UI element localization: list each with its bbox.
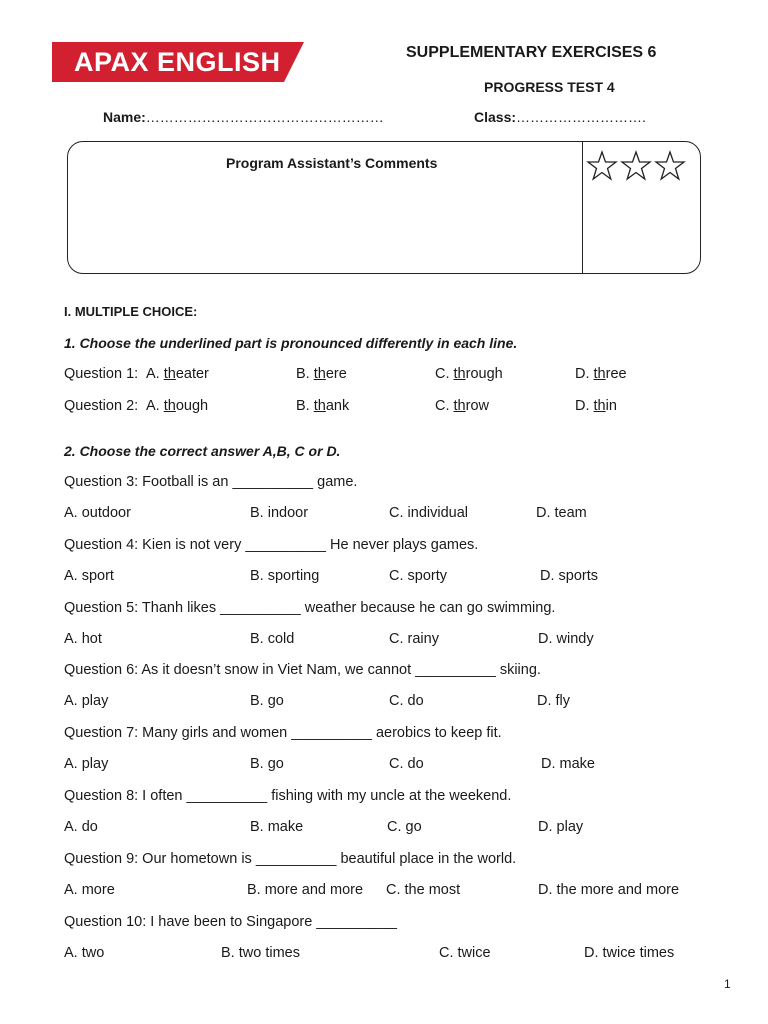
question-text: Question 3: Football is an __________ game. (64, 474, 358, 490)
question-text: Question 10: I have been to Singapore __________ (64, 914, 397, 930)
page-number: 1 (724, 977, 731, 991)
answer-option[interactable]: A. more (64, 882, 115, 898)
answer-option[interactable]: D. windy (538, 631, 594, 647)
answer-option[interactable]: D. sports (540, 568, 599, 584)
comment-title: Program Assistant’s Comments (226, 155, 438, 171)
answer-option[interactable]: B. indoor (250, 505, 309, 521)
answer-option[interactable]: A. sport (64, 568, 114, 584)
star-outline-icon[interactable] (620, 150, 652, 182)
answer-option[interactable]: C. go (387, 819, 422, 835)
answer-option[interactable]: B. there (296, 366, 347, 382)
answer-option[interactable]: B. two times (221, 945, 300, 961)
question-text: Question 7: Many girls and women __________ aerobics to keep fit. (64, 725, 502, 741)
question-text: Question 6: As it doesn’t snow in Viet Nam, we cannot __________ skiing. (64, 662, 541, 678)
answer-option[interactable]: D. thin (575, 398, 617, 414)
answer-option[interactable]: A. hot (64, 631, 102, 647)
name-label: Name: (103, 109, 146, 125)
question-text: Question 5: Thanh likes __________ weather because he can go swimming. (64, 600, 556, 616)
class-field[interactable] (474, 109, 646, 125)
answer-option[interactable]: A. two (64, 945, 105, 961)
answer-option[interactable]: A. though (146, 398, 209, 414)
answer-option[interactable]: A. play (64, 693, 109, 709)
answer-option[interactable]: C. sporty (389, 568, 448, 584)
star-outline-icon[interactable] (586, 150, 618, 182)
answer-option[interactable]: D. three (575, 366, 627, 382)
comment-divider (582, 142, 583, 273)
answer-option[interactable]: C. do (389, 693, 424, 709)
brand-logo (52, 42, 304, 82)
answer-option[interactable]: C. twice (439, 945, 491, 961)
answer-option[interactable]: D. the more and more (538, 882, 680, 898)
answer-option[interactable]: B. cold (250, 631, 295, 647)
instruction-part1: 1. Choose the underlined part is pronounced differently in each line. (64, 335, 518, 351)
page-title: SUPPLEMENTARY EXERCISES 6 (406, 44, 657, 61)
answer-option[interactable]: A. theater (146, 366, 209, 382)
answer-option[interactable]: D. twice times (584, 945, 675, 961)
answer-option[interactable]: D. fly (537, 693, 571, 709)
question-text: Question 9: Our hometown is __________ beautiful place in the world. (64, 851, 517, 867)
question-text: Question 8: I often __________ fishing with my uncle at the weekend. (64, 788, 512, 804)
comment-box (67, 141, 701, 274)
answer-option[interactable]: B. sporting (250, 568, 320, 584)
question-label: Question 2: (64, 398, 139, 414)
answer-option[interactable]: A. outdoor (64, 505, 131, 521)
brand-name: APAX ENGLISH (74, 47, 281, 77)
name-field[interactable] (103, 109, 384, 125)
class-label: Class: (474, 109, 517, 125)
name-dots: …………………………………………… (145, 109, 384, 125)
answer-option[interactable]: B. more and more (247, 882, 364, 898)
question-label: Question 1: (64, 366, 139, 382)
answer-option[interactable]: C. through (435, 366, 503, 382)
answer-option[interactable]: B. go (250, 693, 284, 709)
answer-option[interactable]: D. team (536, 505, 587, 521)
answer-option[interactable]: A. play (64, 756, 109, 772)
answer-option[interactable]: C. do (389, 756, 424, 772)
answer-option[interactable]: C. the most (386, 882, 461, 898)
answer-option[interactable]: B. thank (296, 398, 350, 414)
answer-option[interactable]: B. make (250, 819, 304, 835)
answer-option[interactable]: A. do (64, 819, 98, 835)
answer-option[interactable]: C. throw (435, 398, 489, 414)
section-heading: I. MULTIPLE CHOICE: (64, 304, 198, 319)
answer-option[interactable]: D. make (541, 756, 595, 772)
question-text: Question 4: Kien is not very __________ He never plays games. (64, 537, 479, 553)
star-outline-icon[interactable] (654, 150, 686, 182)
star-rating[interactable] (586, 150, 686, 182)
instruction-part2: 2. Choose the correct answer A,B, C or D. (64, 443, 341, 459)
answer-option[interactable]: C. rainy (389, 631, 439, 647)
class-dots: ………………………. (516, 109, 646, 125)
answer-option[interactable]: B. go (250, 756, 284, 772)
page-subtitle: PROGRESS TEST 4 (484, 79, 615, 95)
answer-option[interactable]: C. individual (389, 505, 468, 521)
answer-option[interactable]: D. play (538, 819, 584, 835)
